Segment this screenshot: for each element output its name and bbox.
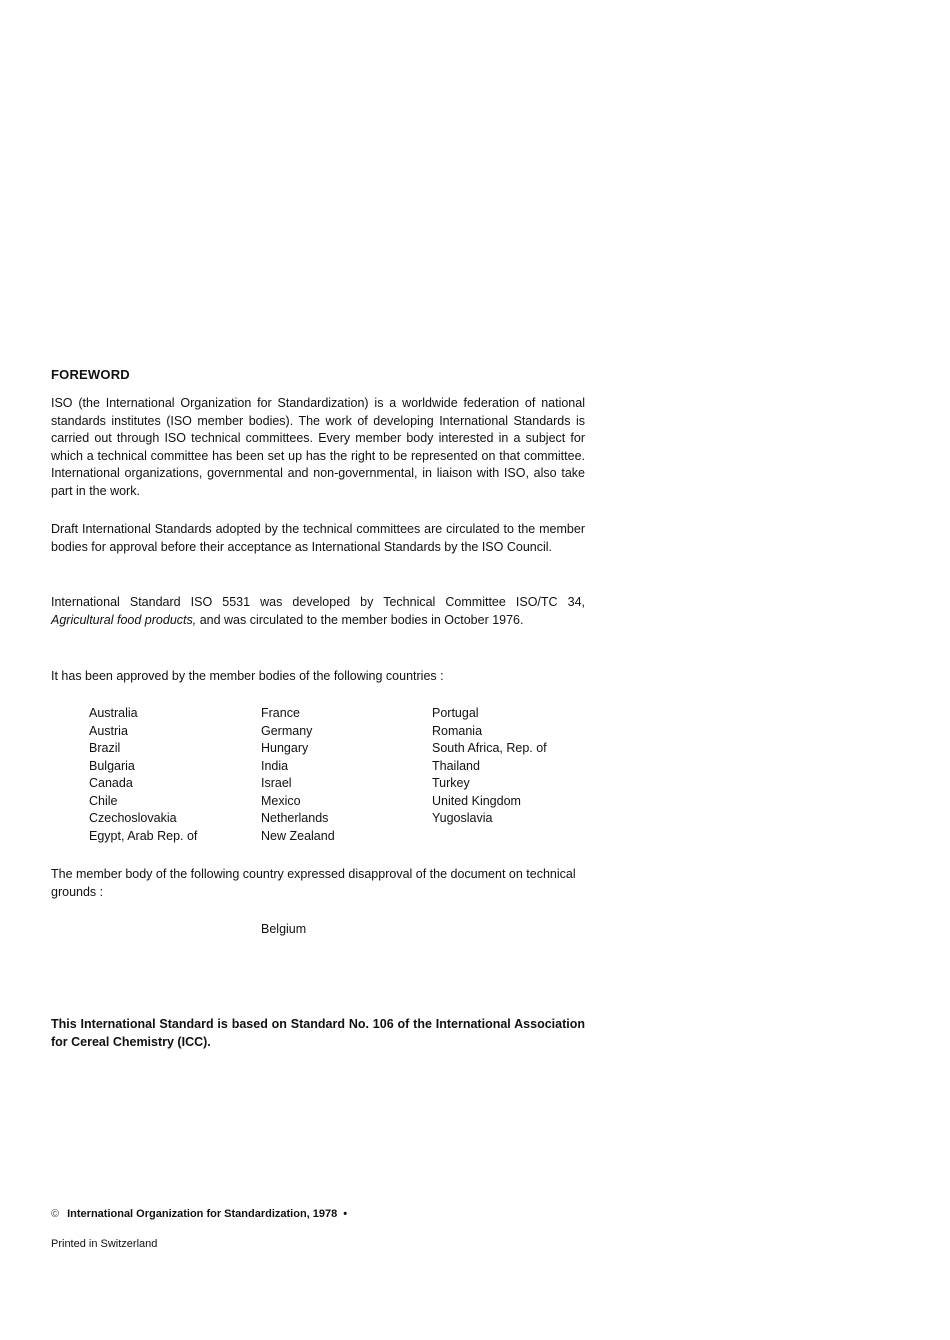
country-item: Bulgaria xyxy=(89,758,135,773)
disapproving-country: Belgium xyxy=(261,922,307,936)
country-column-3 xyxy=(432,705,547,828)
foreword-heading: FOREWORD xyxy=(51,367,130,382)
disapproval-intro: The member body of the following country expressed disapproval of the document on technical grounds : xyxy=(51,867,576,899)
printed-location: Printed in Switzerland xyxy=(51,1238,158,1250)
country-item: Austria xyxy=(89,723,128,738)
country-item: France xyxy=(261,706,300,720)
country-item: Hungary xyxy=(261,741,309,755)
country-item: Israel xyxy=(261,776,292,790)
country-item: Netherlands xyxy=(261,811,329,825)
country-item: United Kingdom xyxy=(432,793,521,808)
country-item: Romania xyxy=(432,723,483,738)
country-item: New Zealand xyxy=(261,828,335,843)
country-item: Chile xyxy=(89,793,118,808)
copyright-text: International Organization for Standardization, 1978 xyxy=(67,1208,338,1220)
paragraph-3-text-end: and was circulated to the member bodies in October 1976. xyxy=(196,612,524,627)
committee-title: Agricultural food products, xyxy=(51,612,197,627)
country-item: Yugoslavia xyxy=(432,811,493,825)
country-item: Canada xyxy=(89,776,133,790)
country-item: South Africa, Rep. of xyxy=(432,741,547,755)
country-item: India xyxy=(261,758,289,773)
country-item: Turkey xyxy=(432,776,470,790)
bullet-icon: • xyxy=(343,1208,348,1220)
foreword-paragraph-3 xyxy=(51,594,585,629)
country-item: Mexico xyxy=(261,793,301,808)
copyright-line xyxy=(51,1208,347,1220)
country-item: Thailand xyxy=(432,758,480,773)
paragraph-3-text-start: International Standard ISO 5531 was developed by Technical Committee ISO/TC 34, xyxy=(51,595,585,609)
country-column-2 xyxy=(261,705,335,845)
copyright-icon: © xyxy=(51,1208,60,1220)
approval-intro: It has been approved by the member bodies of the following countries : xyxy=(51,669,444,683)
country-item: Portugal xyxy=(432,706,479,720)
country-column-1 xyxy=(89,705,197,845)
country-item: Australia xyxy=(89,706,138,720)
standard-basis-note: This International Standard is based on Standard No. 106 of the International Association for Cereal Chemistry (ICC). xyxy=(51,1017,585,1049)
country-item: Czechoslovakia xyxy=(89,811,177,825)
country-item: Germany xyxy=(261,723,313,738)
country-item: Brazil xyxy=(89,741,121,755)
country-item: Egypt, Arab Rep. of xyxy=(89,828,198,843)
foreword-paragraph-1: ISO (the International Organization for Standardization) is a worldwide federation of national standards institutes (ISO member bodies). The work of developing International Standards is carried out through ISO technical committees. Every member body interested in a subject for which a technical committee has been set up has the right to be represented on that committee. International organizations, governmental and non-governmental, in liaison with ISO, also take part in the work. xyxy=(51,396,585,498)
foreword-paragraph-2: Draft International Standards adopted by the technical committees are circulated to the member bodies for approval before their acceptance as International Standards by the ISO Council. xyxy=(51,522,585,554)
